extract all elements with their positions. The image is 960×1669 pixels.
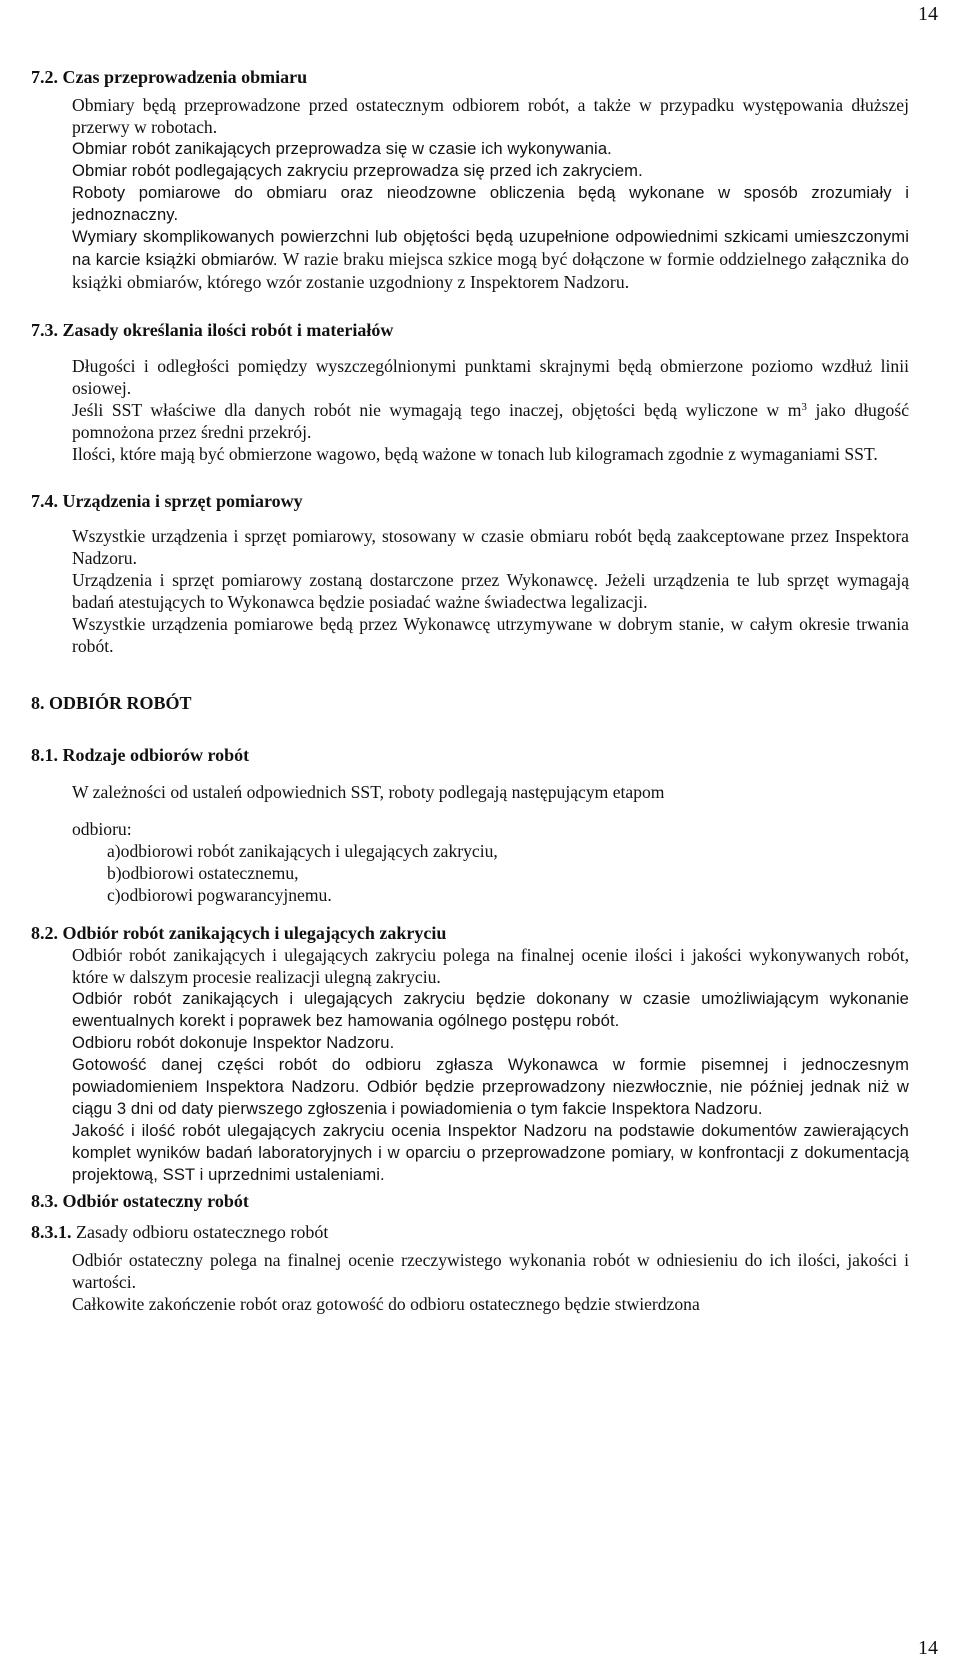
section-heading [31,490,909,512]
section-number: 8.3.1. [31,1222,72,1242]
paragraph [72,399,909,443]
section-7-4 [31,490,909,657]
section-title: Urządzenia i sprzęt pomiarowy [62,491,303,511]
section-number: 8.2. [31,923,58,943]
paragraph: Wszystkie urządzenia pomiarowe będą przez Wykonawcę utrzymywane w dobrym stanie, w całym okresie trwania robót. [72,614,909,656]
section-heading [31,1221,909,1243]
paragraph: Odbiór robót zanikających i ulegających zakryciu polega na finalnej ocenie ilości i jakości wykonywanych robót, które w dalszym procesie realizacji ulegną zakryciu. [72,945,909,987]
section-8-3-1 [31,1221,909,1315]
section-7-2 [31,66,909,294]
paragraph: W zależności od ustaleń odpowiednich SST, roboty podlegają następującym etapom [72,782,665,802]
list-item: a)odbiorowi robót zanikających i ulegających zakryciu, [107,841,498,861]
section-heading [31,66,909,88]
paragraph: Odbiór ostateczny polega na finalnej ocenie rzeczywistego wykonania robót w odniesieniu do ich ilości, jakości i wartości. [72,1250,909,1292]
section-number: 8.1. [31,745,58,765]
superscript: 3 [801,401,807,413]
paragraph-text: W razie braku miejsca szkice mogą być dołączone w formie oddzielnego załącznika do książki obmiarów, którego wzór zostanie uzgodniony z Inspektorem Nadzoru. [72,249,910,292]
section-title: Odbiór robót zanikających i ulegających zakryciu [62,923,447,943]
page-number-top: 14 [918,3,938,25]
paragraph: Wszystkie urządzenia i sprzęt pomiarowy, stosowany w czasie obmiaru robót będą zaakceptowane przez Inspektora Nadzoru. [72,526,909,568]
list-item: c)odbiorowi pogwarancyjnemu. [107,885,332,905]
paragraph: Urządzenia i sprzęt pomiarowy zostaną dostarczone przez Wykonawcę. Jeżeli urządzenia te lub sprzęt wymagają badań atestujących to Wykonawca będzie posiadać ważne świadectwa legalizacji. [72,570,909,612]
section-heading [31,1190,909,1212]
section-number: 7.4. [31,491,58,511]
acceptance-list [31,840,909,906]
section-number: 7.2. [31,67,58,87]
section-number: 7.3. [31,320,58,340]
section-title: Zasady określania ilości robót i materiałów [62,320,394,340]
paragraph-text: Jeśli SST właściwe dla danych robót nie wymagają tego inaczej, objętości będą wyliczone w m [72,400,802,420]
section-title: Odbiór ostateczny robót [62,1191,249,1211]
section-8 [31,692,909,714]
paragraph: odbioru: [72,819,132,839]
paragraph: Obmiar robót podlegających zakryciu przeprowadza się przed ich zakryciem. [72,161,643,180]
section-8-1 [31,744,909,906]
section-number: 8.3. [31,1191,58,1211]
paragraph: Obmiary będą przeprowadzone przed ostatecznym odbiorem robót, a także w przypadku występowania dłuższej przerwy w robotach. [72,95,909,137]
section-title: Czas przeprowadzenia obmiaru [62,67,308,87]
paragraph: Roboty pomiarowe do obmiaru oraz nieodzowne obliczenia będą wykonane w sposób zrozumiały i jednoznaczny. [72,183,909,224]
section-heading [31,744,909,766]
paragraph: Długości i odległości pomiędzy wyszczególnionymi punktami skrajnymi będą obmierzone poziomo wzdłuż linii osiowej. [72,356,909,398]
paragraph: Całkowite zakończenie robót oraz gotowość do odbioru ostatecznego będzie stwierdzona [72,1294,700,1314]
paragraph: Gotowość danej części robót do odbioru zgłasza Wykonawca w formie pisemnej i jednoczesnym powiadomieniem Inspektora Nadzoru. Odbiór będzie przeprowadzony niezwłocznie, nie później jednak niż w ciągu 3 dni od daty pierwszego zgłoszenia i powiadomienia o tym fakcie Inspektora Nadzoru. [72,1055,909,1118]
section-7-3 [31,319,909,465]
section-heading [31,922,909,944]
paragraph: Ilości, które mają być obmierzone wagowo, będą ważone w tonach lub kilogramach zgodnie z wymaganiami SST. [72,444,878,464]
section-title: Zasady odbioru ostatecznego robót [76,1222,329,1242]
paragraph-text: Wymiary skomplikowanych powierzchni lub objętości będą uzupełnione odpowiednimi szkicami umieszczonymi na karcie książki obmiarów. [72,227,909,269]
paragraph [72,226,909,294]
section-title: Rodzaje odbiorów robót [62,745,250,765]
list-item: b)odbiorowi ostatecznemu, [107,863,299,883]
section-8-2 [31,922,909,1186]
paragraph: Obmiar robót zanikających przeprowadza się w czasie ich wykonywania. [72,139,612,158]
paragraph-text: jako długość pomnożona przez średni przekrój. [72,400,910,442]
paragraph: Jakość i ilość robót ulegających zakryciu ocenia Inspektor Nadzoru na podstawie dokumentów zawierających komplet wyników badań laboratoryjnych i w oparciu o przeprowadzone pomiary, w konfrontacji z dokumentacją projektową, SST i uprzednimi ustaleniami. [72,1121,909,1184]
section-heading [31,319,909,341]
document-body [31,66,909,1315]
page-number-bottom: 14 [918,1637,938,1659]
paragraph: Odbioru robót dokonuje Inspektor Nadzoru. [72,1033,395,1052]
chapter-heading: 8. ODBIÓR ROBÓT [31,693,192,713]
paragraph: Odbiór robót zanikających i ulegających zakryciu będzie dokonany w czasie umożliwiającym wykonanie ewentualnych korekt i poprawek bez hamowania ogólnego postępu robót. [72,989,909,1030]
section-8-3 [31,1190,909,1212]
